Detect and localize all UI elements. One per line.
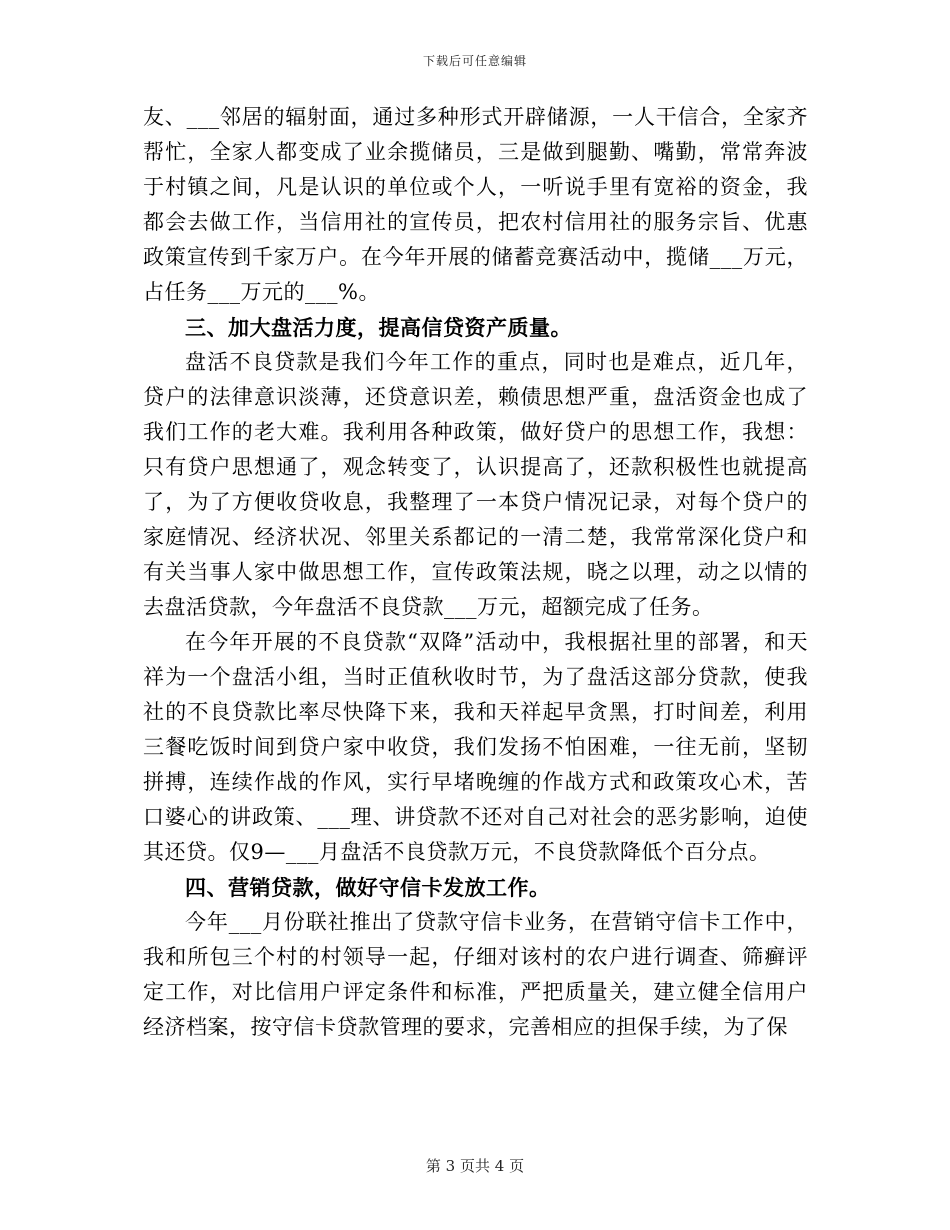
page-footer: 第 3 页共 4 页 [425,1157,525,1175]
page-header: 下载后可任意编辑 [422,54,527,68]
paragraph-credit-card: 今年___月份联社推出了贷款守信卡业务，在营销守信卡工作中，我和所包三个村的村领导一起，仔细对该村的农户进行调查、筛癣评定工作，对比信用户评定条件和标准，严把质量关，建立健全信用户经济档案，按守信卡贷款管理的要求，完善相应的担保手续，为了保 [143,910,808,1039]
section-heading-4: 四、营销贷款，做好守信卡发放工作。 [185,875,551,900]
paragraph-double-reduction: 在今年开展的不良贷款“双降”活动中，我根据社里的部署，和天祥为一个盘活小组，当时正值秋收时节，为了盘活这部分贷款，使我社的不良贷款比率尽快降下来，我和天祥起早贪黑，打时间差，利用三餐吃饭时间到贷户家中收贷，我们发扬不怕困难，一往无前，坚韧拼搏，连续作战的作风，实行早堵晚缠的作战方式和政策攻心术，苦口婆心的讲政策、___理、讲贷款不还对自己对社会的恶劣影响，迫使其还贷。仅9—___月盘活不良贷款万元，不良贷款降低个百分点。 [143,630,808,864]
paragraph-bad-loans: 盘活不良贷款是我们今年工作的重点，同时也是难点，近几年，贷户的法律意识淡薄，还贷意识差，赖债思想严重，盘活资金也成了我们工作的老大难。我利用各种政策，做好贷户的思想工作，我想：只有贷户思想通了，观念转变了，认识提高了，还款积极性也就提高了，为了方便收贷收息，我整理了一本贷户情况记录，对每个贷户的家庭情况、经济状况、邻里关系都记的一清二楚，我常常深化贷户和有关当事人家中做思想工作，宣传政策法规，晓之以理，动之以情的去盘活贷款，今年盘活不良贷款___万元，超额完成了任务。 [143,350,808,619]
section-heading-3: 三、加大盘活力度，提高信贷资产质量。 [185,315,572,340]
document-body [143,100,808,1045]
paragraph-continued: 友、___邻居的辐射面，通过多种形式开辟储源，一人干信合，全家齐帮忙，全家人都变成了业余揽储员，三是做到腿勤、嘴勤，常常奔波于村镇之间，凡是认识的单位或个人，一听说手里有宽裕的资金，我都会去做工作，当信用社的宣传员，把农村信用社的服务宗旨、优惠政策宣传到千家万户。在今年开展的储蓄竞赛活动中，揽储___万元，占任务___万元的___%。 [143,105,808,304]
